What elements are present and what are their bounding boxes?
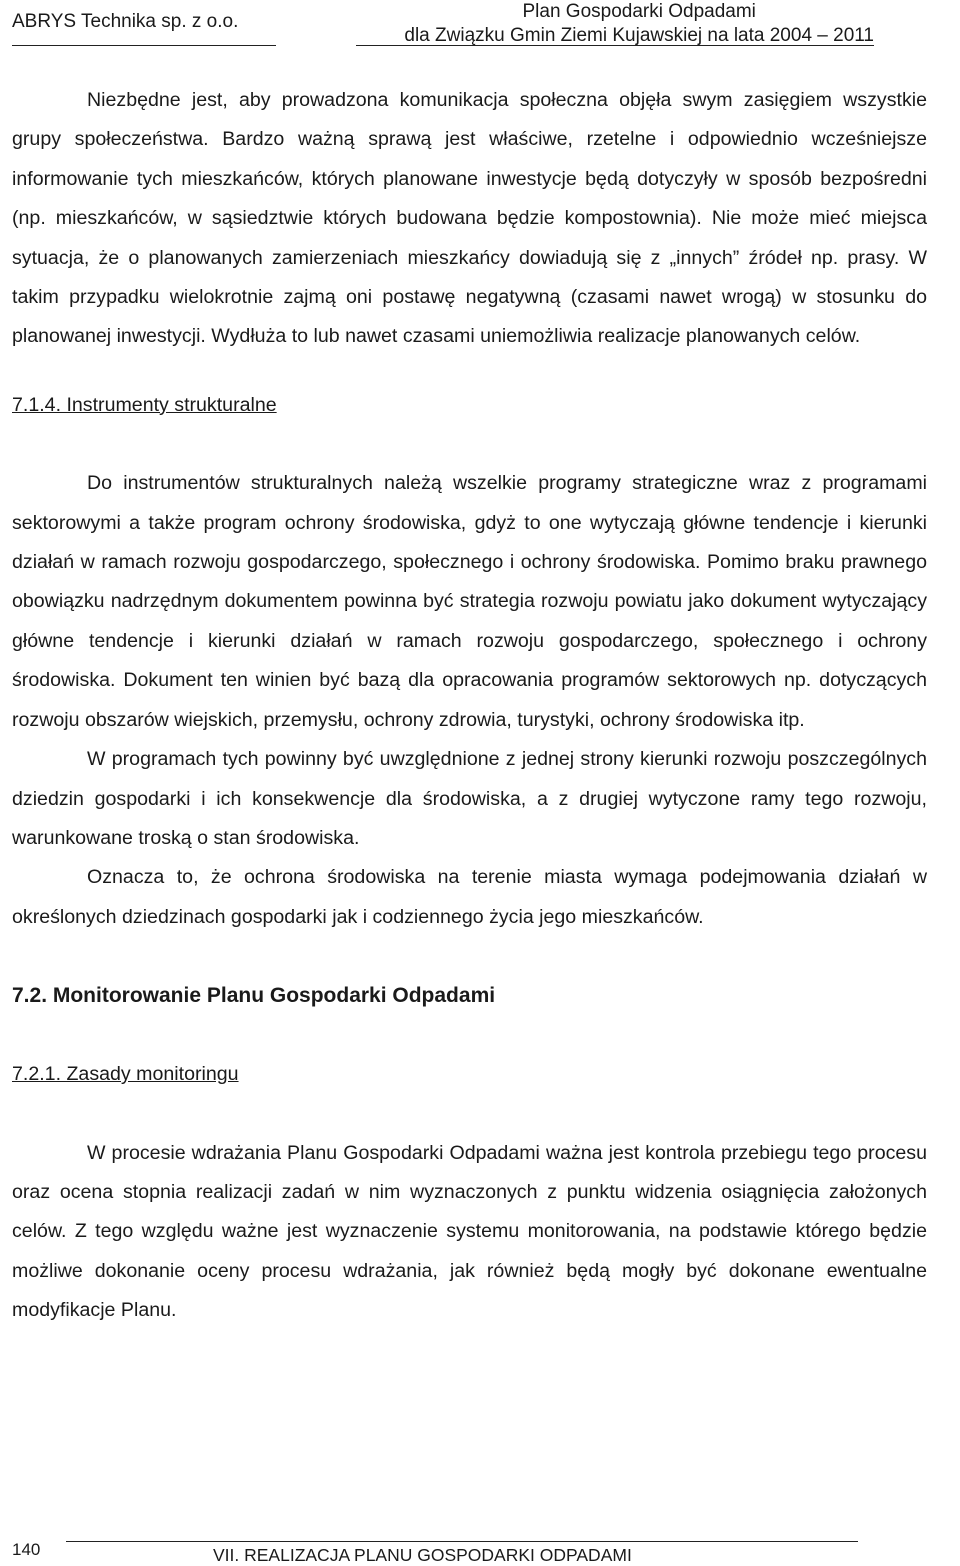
header-rule-left: [12, 45, 276, 46]
spacer: [12, 425, 927, 464]
section-heading-7-2-1-text: 7.2.1. Zasady monitoringu: [12, 1063, 239, 1086]
header-subtitle: dla Związku Gmin Ziemi Kujawskiej na lata 2004 – 2011: [404, 25, 874, 46]
paragraph-programs: W programach tych powinny być uwzględnione z jednej strony kierunki rozwoju poszczególnych dziedzin gospodarki i ich konsekwencje dla środowiska, a z drugiej wytyczone ramy tego rozwoju, warunkowane troską o stan środowiska.: [12, 748, 927, 849]
page-content: [12, 81, 927, 1331]
paragraph-communication: Niezbędne jest, aby prowadzona komunikacja społeczna objęła swym zasięgiem wszystkie grupy społeczeństwa. Bardzo ważną sprawą jest właściwe, rzetelne i odpowiednio wcześniejsze informowanie tych mieszkańców, których planowane inwestycje będą dotyczyły w sposób bezpośredni (np. mieszkańców, w sąsiedztwie których budowana będzie kompostownia). Nie może mieć miejsca sytuacja, że o planowanych zamierzeniach mieszkańcy dowiadują się z „innych” źródeł np. prasy. W takim przypadku wielokrotnie zajmą oni postawę negatywną (czasami nawet wrogą) w stosunku do planowanej inwestycji. Wydłuża to lub nawet czasami uniemożliwia realizacje planowanych celów.: [12, 89, 927, 348]
footer-rule: [66, 1541, 858, 1542]
section-heading-7-1-4-text: 7.1.4. Instrumenty strukturalne: [12, 393, 277, 416]
section-heading-7-1-4: [12, 386, 927, 425]
spacer: [12, 1016, 927, 1055]
footer-chapter-title: VII. REALIZACJA PLANU GOSPODARKI ODPADAMI: [213, 1545, 632, 1565]
page-number: 140: [12, 1540, 41, 1559]
spacer: [12, 1095, 927, 1134]
section-heading-7-2: 7.2. Monitorowanie Planu Gospodarki Odpadami: [12, 984, 496, 1008]
header-title: Plan Gospodarki Odpadami: [522, 1, 756, 22]
page-header: [0, 0, 960, 56]
header-document-title: [404, 0, 874, 48]
spacer: [12, 937, 927, 976]
paragraph-monitoring: W procesie wdrażania Planu Gospodarki Odpadami ważna jest kontrola przebiegu tego procesu oraz ocena stopnia realizacji zadań w nim wyznaczonych z punktu widzenia osiągnięcia założonych celów. Z tego względu ważne jest wyznaczenie systemu monitorowania, na podstawie którego będzie możliwe dokonanie oceny procesu wdrażania, jak również będą mogły być dokonane ewentualne modyfikacje Planu.: [12, 1141, 927, 1322]
header-rule-right: [356, 45, 874, 46]
section-heading-7-2-1: [12, 1055, 927, 1094]
paragraph-structural-instruments: Do instrumentów strukturalnych należą wszelkie programy strategiczne wraz z programami sektorowymi a także program ochrony środowiska, gdyż to one wytyczają główne tendencje i kierunki działań w ramach rozwoju gospodarczego, społecznego i ochrony środowiska. Pomimo braku prawnego obowiązku nadrzędnym dokumentem powinna być strategia rozwoju powiatu jako dokument wytyczający główne tendencje i kierunki działań w ramach rozwoju gospodarczego, społecznego i ochrony środowiska. Dokument ten winien być bazą dla opracowania programów sektorowych np. dotyczących rozwoju obszarów wiejskich, przemysłu, ochrony zdrowia, turystyki, ochrony środowiska itp.: [12, 472, 927, 731]
paragraph-environment: Oznacza to, że ochrona środowiska na terenie miasta wymaga podejmowania działań w określonych dziedzinach gospodarki jak i codziennego życia jego mieszkańców.: [12, 866, 927, 928]
header-company: ABRYS Technika sp. z o.o.: [12, 11, 239, 32]
spacer: [12, 357, 927, 386]
